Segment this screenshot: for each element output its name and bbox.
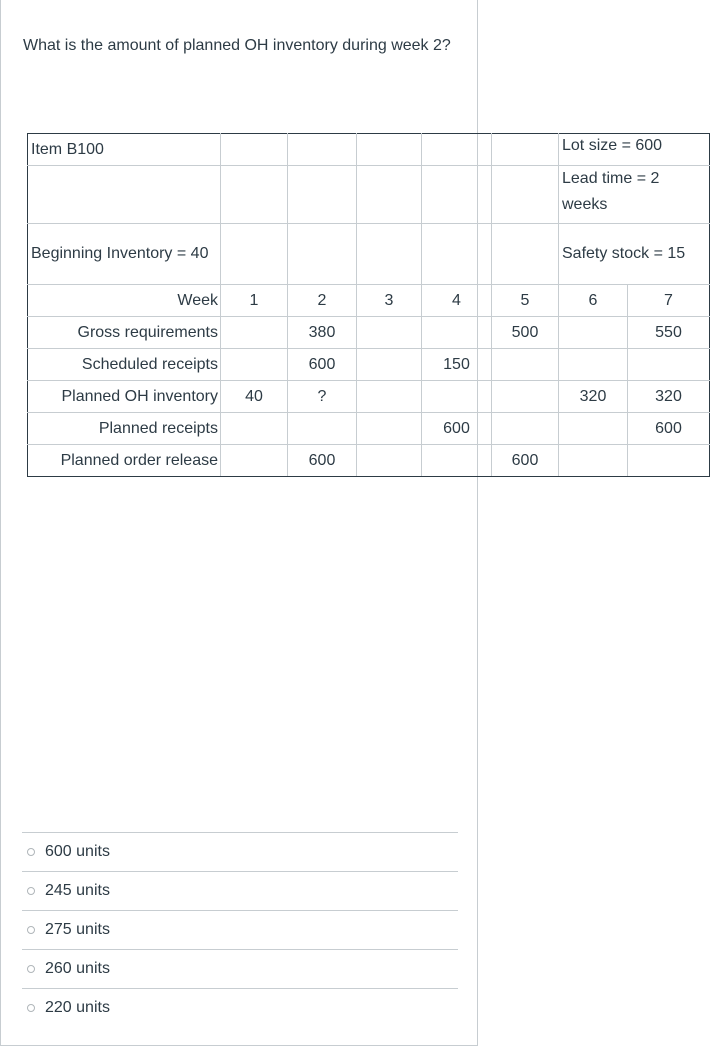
radio-button[interactable] xyxy=(27,848,35,856)
item-label: Item B100 xyxy=(28,134,221,166)
table-cell: 600 xyxy=(628,413,710,445)
row-label: Scheduled receipts xyxy=(28,349,221,381)
table-cell: 600 xyxy=(288,445,357,477)
table-cell: 550 xyxy=(628,317,710,349)
week-cell: 2 xyxy=(288,285,357,317)
row-label: Planned order release xyxy=(28,445,221,477)
row-scheduled-receipts xyxy=(28,349,710,381)
table-cell: 600 xyxy=(288,349,357,381)
safety-stock: Safety stock = 15 xyxy=(559,224,710,285)
table-cell: ? xyxy=(288,381,357,413)
table-cell xyxy=(559,413,628,445)
table-cell xyxy=(221,413,288,445)
row-gross-requirements xyxy=(28,317,710,349)
answer-label: 220 units xyxy=(45,999,110,1016)
table-cell xyxy=(628,349,710,381)
table-cell xyxy=(221,349,288,381)
answer-label: 260 units xyxy=(45,960,110,977)
answer-label: 245 units xyxy=(45,882,110,899)
lot-size: Lot size = 600 xyxy=(559,134,710,166)
beginning-inventory: Beginning Inventory = 40 xyxy=(28,224,221,285)
week-cell: 7 xyxy=(628,285,710,317)
radio-button[interactable] xyxy=(27,926,35,934)
lead-time: Lead time = 2 weeks xyxy=(559,166,710,224)
answer-label: 275 units xyxy=(45,921,110,938)
table-cell: 600 xyxy=(492,445,559,477)
row-planned-receipts xyxy=(28,413,710,445)
answer-option[interactable] xyxy=(22,910,458,949)
answer-option[interactable] xyxy=(22,988,458,1027)
row-planned-oh-inventory xyxy=(28,381,710,413)
table-cell xyxy=(492,349,559,381)
table-cell xyxy=(559,349,628,381)
table-cell xyxy=(422,317,492,349)
table-cell: 600 xyxy=(422,413,492,445)
table-cell xyxy=(288,413,357,445)
row-label: Planned OH inventory xyxy=(28,381,221,413)
answer-label: 600 units xyxy=(45,843,110,860)
table-cell xyxy=(357,413,422,445)
radio-button[interactable] xyxy=(27,965,35,973)
week-cell: 6 xyxy=(559,285,628,317)
table-cell xyxy=(559,317,628,349)
table-cell: 320 xyxy=(628,381,710,413)
table-cell xyxy=(357,349,422,381)
table-cell xyxy=(357,445,422,477)
question-text: What is the amount of planned OH inventory during week 2? xyxy=(23,37,451,54)
week-row xyxy=(28,285,710,317)
week-cell: 5 xyxy=(492,285,559,317)
table-cell xyxy=(492,381,559,413)
radio-button[interactable] xyxy=(27,887,35,895)
week-label: Week xyxy=(28,285,221,317)
week-cell: 4 xyxy=(422,285,492,317)
row-planned-order-release xyxy=(28,445,710,477)
answer-list xyxy=(22,832,458,1027)
table-cell: 150 xyxy=(422,349,492,381)
table-cell: 500 xyxy=(492,317,559,349)
table-cell xyxy=(221,445,288,477)
table-cell xyxy=(559,445,628,477)
header-row-inventory xyxy=(28,224,710,285)
header-row-lead-time xyxy=(28,166,710,224)
answer-option[interactable] xyxy=(22,832,458,871)
table-cell xyxy=(628,445,710,477)
table-cell xyxy=(422,445,492,477)
header-row-item xyxy=(28,134,710,166)
mrp-table xyxy=(27,133,710,477)
answer-option[interactable] xyxy=(22,949,458,988)
table-cell: 380 xyxy=(288,317,357,349)
table-cell xyxy=(357,381,422,413)
answer-option[interactable] xyxy=(22,871,458,910)
row-label: Planned receipts xyxy=(28,413,221,445)
radio-button[interactable] xyxy=(27,1004,35,1012)
table-cell xyxy=(357,317,422,349)
row-label: Gross requirements xyxy=(28,317,221,349)
table-cell xyxy=(221,317,288,349)
table-cell xyxy=(492,413,559,445)
week-cell: 3 xyxy=(357,285,422,317)
table-cell: 40 xyxy=(221,381,288,413)
table-cell: 320 xyxy=(559,381,628,413)
table-cell xyxy=(422,381,492,413)
week-cell: 1 xyxy=(221,285,288,317)
